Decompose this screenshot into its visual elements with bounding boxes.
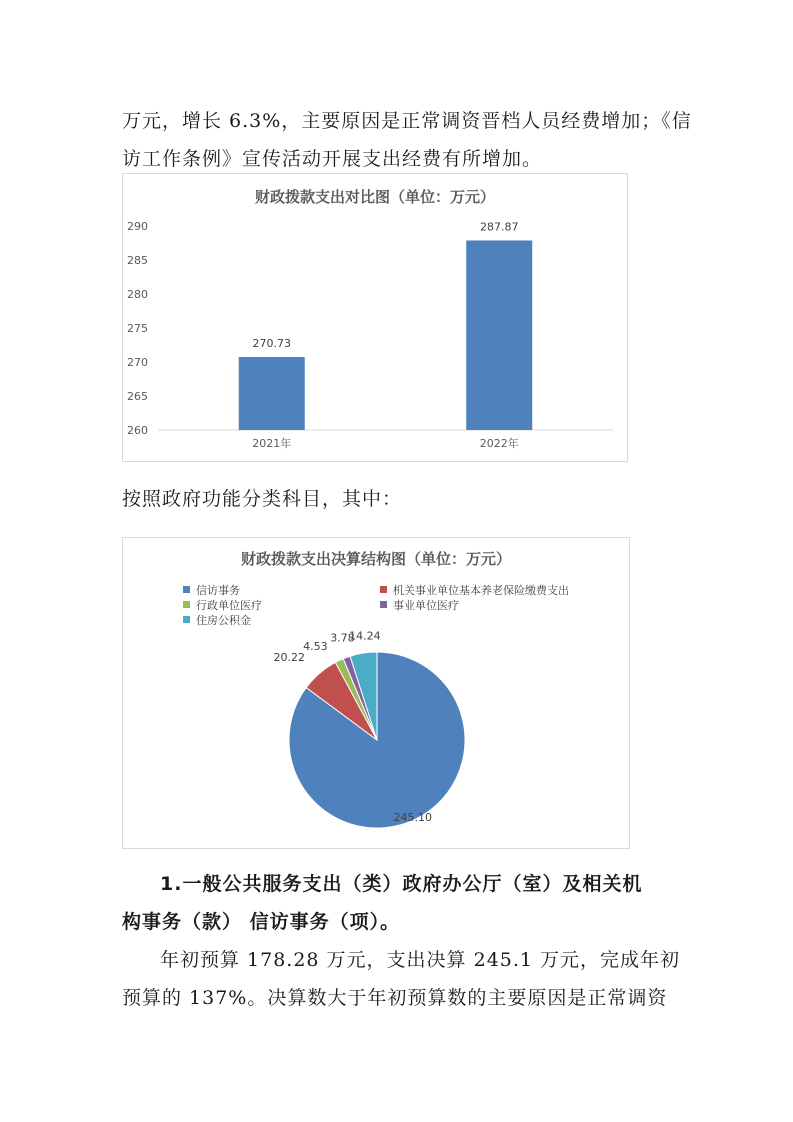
- y-tick-label: 265: [127, 390, 148, 403]
- y-tick-label: 285: [127, 254, 148, 267]
- pie-value-label: 20.22: [273, 650, 306, 664]
- paragraph-line-2: 访工作条例》宣传活动开展支出经费有所增加。: [122, 148, 543, 170]
- pie-chart-container: [122, 537, 630, 849]
- pie-value-label: 4.53: [303, 640, 328, 654]
- section-heading-line-1: 1.一般公共服务支出（类）政府办公厅（室）及相关机: [160, 873, 643, 895]
- bar-chart-svg: [123, 174, 629, 463]
- pie-value-label: 3.78: [330, 631, 355, 645]
- y-tick-label: 270: [127, 356, 148, 369]
- legend-item: 事业单位医疗: [380, 597, 459, 613]
- x-tick-label: 2021年: [252, 437, 292, 450]
- paragraph-line-3: 按照政府功能分类科目，其中：: [122, 488, 403, 510]
- bar: [239, 357, 305, 430]
- legend-item: 机关事业单位基本养老保险缴费支出: [380, 582, 569, 598]
- bar-value-label: 287.87: [480, 220, 519, 234]
- x-tick-label: 2022年: [479, 437, 519, 450]
- bar: [466, 240, 532, 430]
- pie-chart-title: 财政拨款支出决算结构图（单位：万元）: [240, 550, 511, 568]
- body-line-1: 年初预算 178.28 万元，支出决算 245.1 万元，完成年初: [160, 949, 681, 971]
- y-tick-label: 260: [127, 424, 148, 437]
- legend-item: 行政单位医疗: [183, 597, 262, 613]
- legend-item: 信访事务: [183, 582, 240, 598]
- y-tick-label: 290: [127, 220, 148, 233]
- body-line-2: 预算的 137%。决算数大于年初预算数的主要原因是正常调资: [122, 987, 668, 1009]
- legend-item: 住房公积金: [183, 612, 251, 628]
- paragraph-line-1: 万元，增长 6.3%，主要原因是正常调资晋档人员经费增加；《信: [122, 110, 692, 132]
- bar-value-label: 270.73: [252, 337, 291, 351]
- pie-value-label: 245.10: [393, 811, 433, 825]
- y-tick-label: 280: [127, 288, 148, 301]
- bar-chart-container: [122, 173, 628, 462]
- pie-chart-svg: [123, 538, 631, 850]
- pie-value-label: 14.24: [349, 629, 381, 643]
- section-heading-line-2: 构事务（款） 信访事务（项）。: [122, 911, 401, 933]
- y-tick-label: 275: [127, 322, 148, 335]
- bar-chart-title: 财政拨款支出对比图（单位：万元）: [254, 188, 495, 206]
